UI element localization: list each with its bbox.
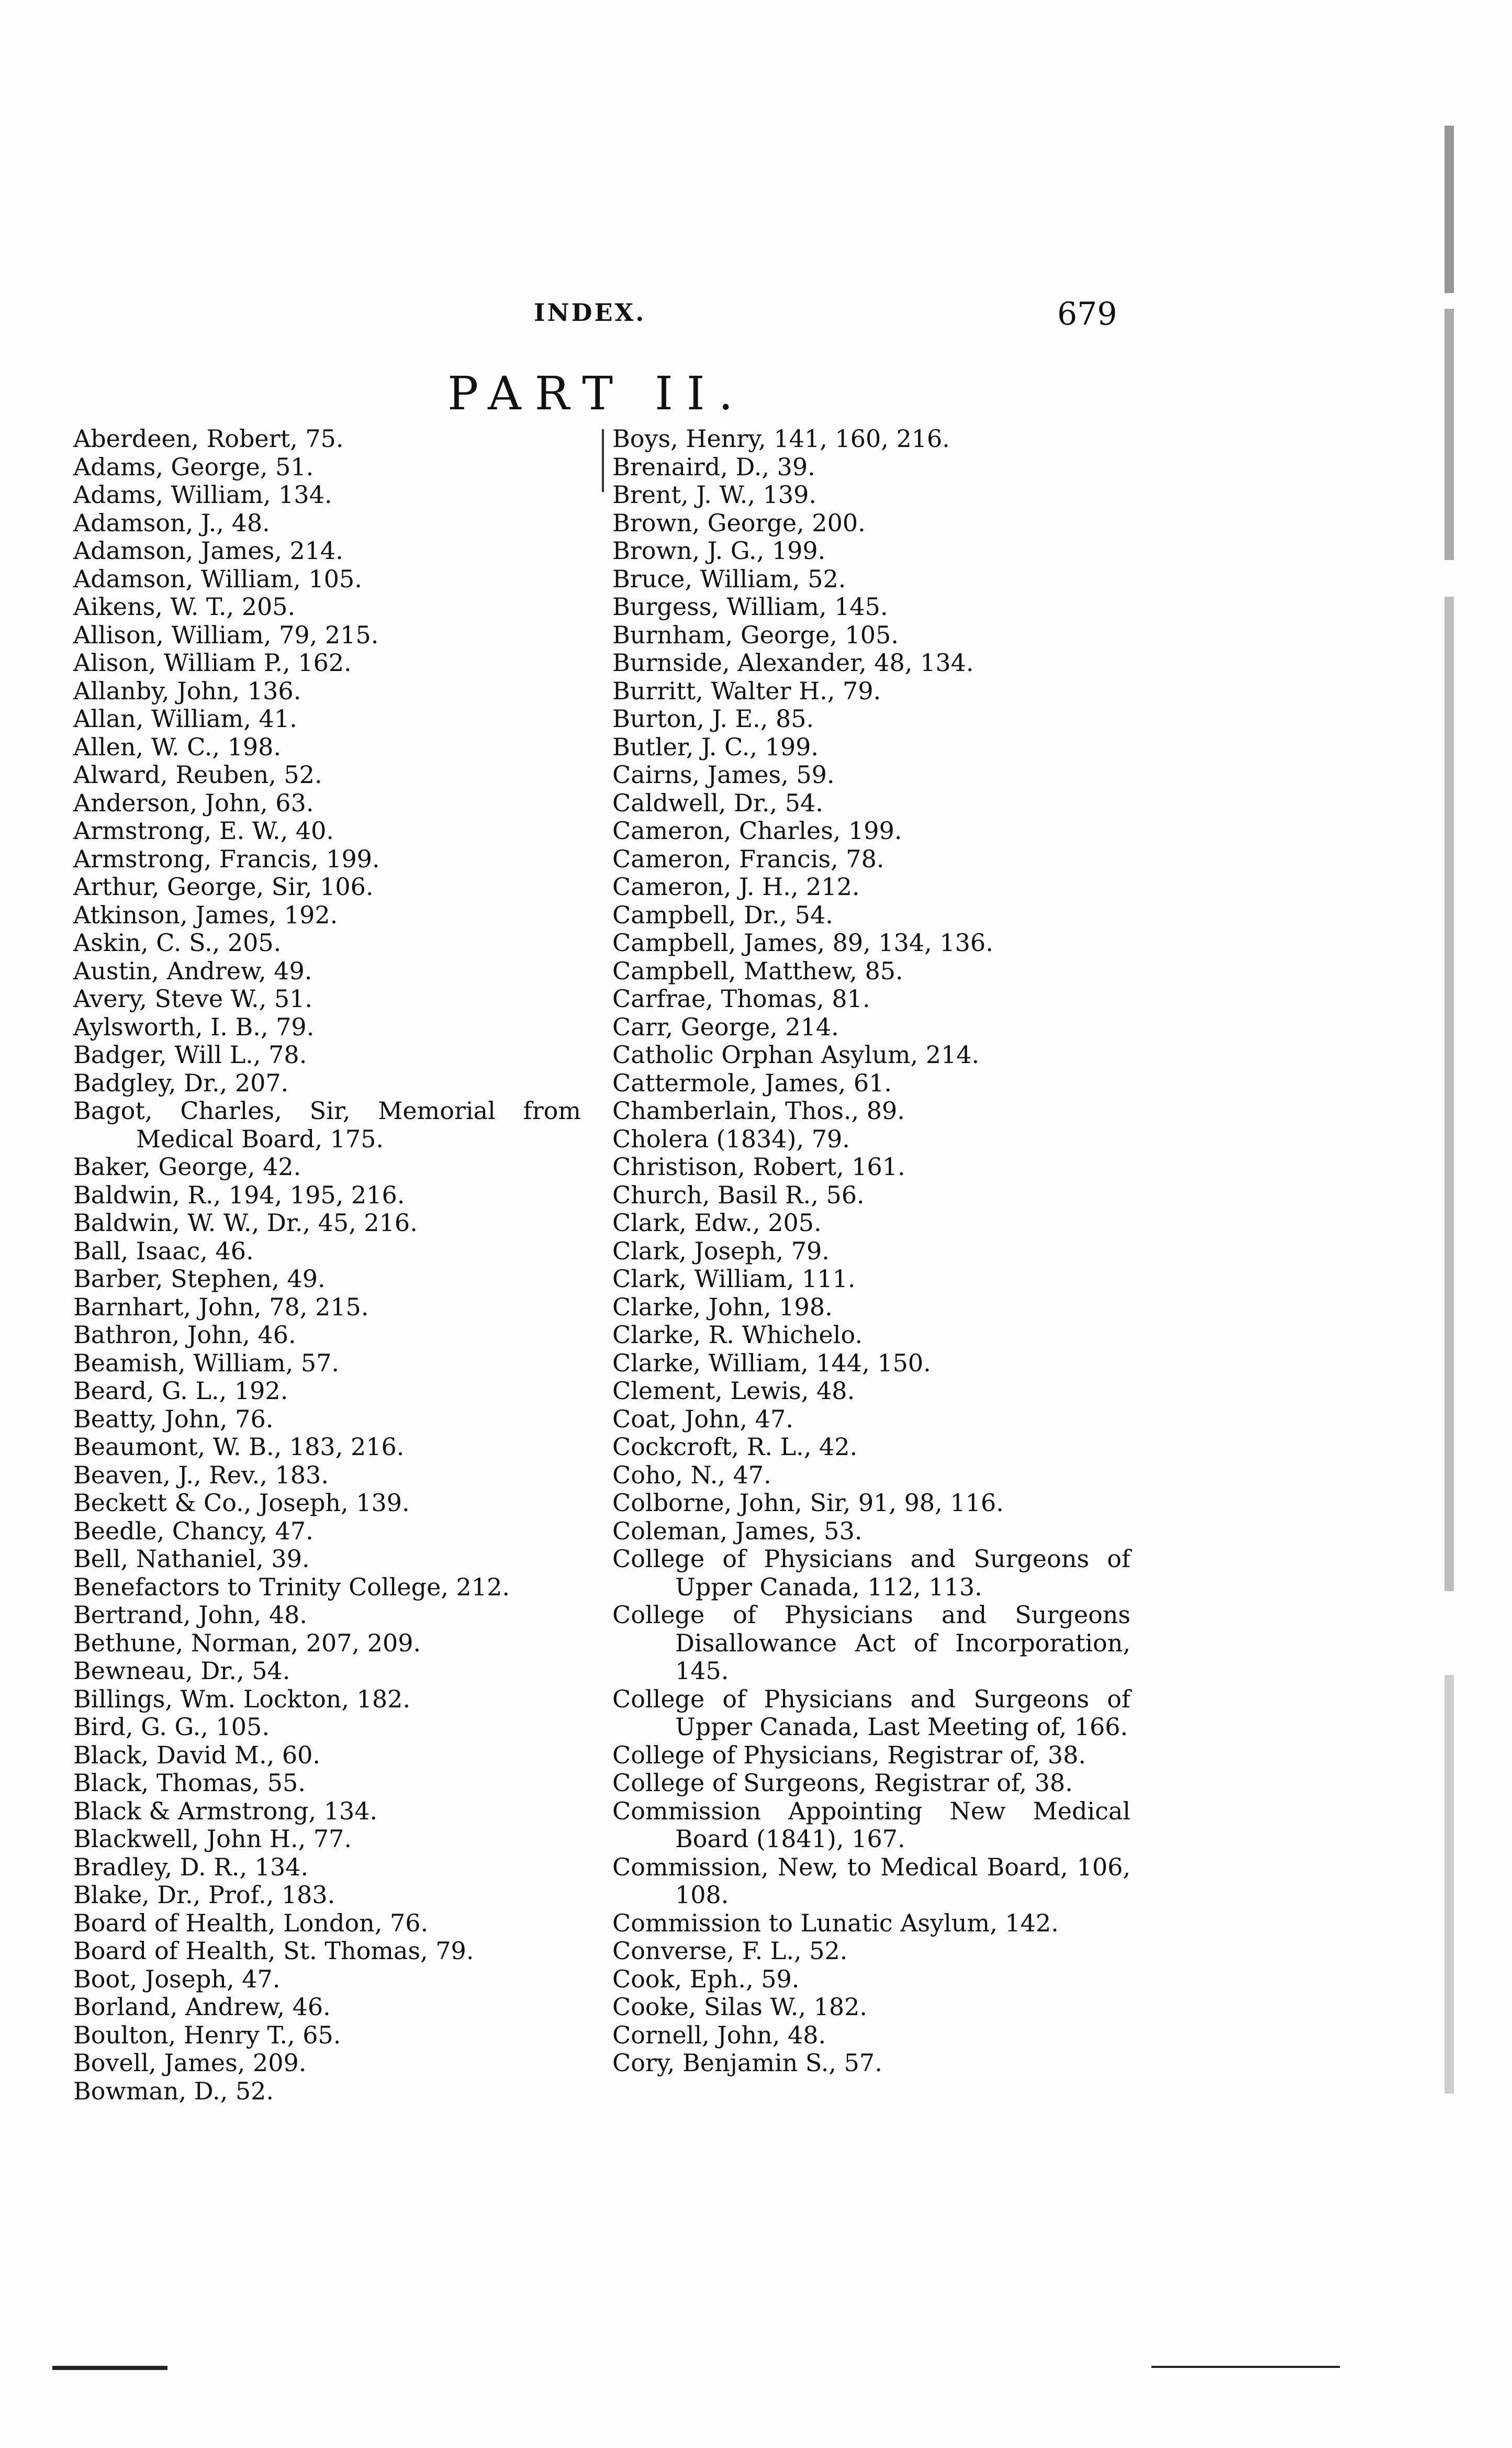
index-entry: Converse, F. L., 52. xyxy=(612,1937,848,1965)
index-column-left xyxy=(73,425,581,2105)
page-edge-mark xyxy=(1444,1675,1454,2094)
index-entry: Boys, Henry, 141, 160, 216. xyxy=(612,424,950,453)
index-entry: Black, Thomas, 55. xyxy=(73,1769,306,1797)
index-entry: Anderson, John, 63. xyxy=(73,788,314,817)
index-entry: Beard, G. L., 192. xyxy=(73,1377,288,1405)
index-entry: Blake, Dr., Prof., 183. xyxy=(73,1881,335,1909)
index-entry: Bell, Nathaniel, 39. xyxy=(73,1545,310,1573)
index-entry: Allanby, John, 136. xyxy=(73,676,301,705)
index-entry: Alison, William P., 162. xyxy=(73,649,352,677)
index-entry: Burnside, Alexander, 48, 134. xyxy=(612,649,974,677)
index-entry: Beaven, J., Rev., 183. xyxy=(73,1460,329,1489)
index-entry: Billings, Wm. Lockton, 182. xyxy=(73,1684,411,1713)
index-entry: Bovell, James, 209. xyxy=(73,2049,307,2077)
index-entry: Bruce, William, 52. xyxy=(612,564,846,593)
index-entry: Allan, William, 41. xyxy=(73,705,297,733)
index-entry: Atkinson, James, 192. xyxy=(73,900,338,929)
index-entry: Brent, J. W., 139. xyxy=(612,480,817,509)
bottom-rule xyxy=(1151,2366,1340,2368)
index-entry: Adamson, James, 214. xyxy=(73,536,343,565)
section-title: PART II. xyxy=(447,366,747,420)
index-entry: Aberdeen, Robert, 75. xyxy=(73,424,344,453)
index-entry: Baldwin, W. W., Dr., 45, 216. xyxy=(73,1209,418,1237)
index-entry: Borland, Andrew, 46. xyxy=(73,1993,331,2021)
index-entry: Clark, Edw., 205. xyxy=(612,1209,822,1237)
index-entry: Christison, Robert, 161. xyxy=(612,1153,905,1181)
index-entry: Armstrong, E. W., 40. xyxy=(73,817,334,845)
index-entry: Badgley, Dr., 207. xyxy=(73,1068,289,1097)
index-entry: Baldwin, R., 194, 195, 216. xyxy=(73,1180,405,1209)
index-entry: Blackwell, John H., 77. xyxy=(73,1825,352,1853)
index-entry: Beckett & Co., Joseph, 139. xyxy=(73,1489,410,1517)
index-entry: Catholic Orphan Asylum, 214. xyxy=(612,1041,980,1069)
index-entry: College of Physicians and Surgeons of Upper Canada, 112, 113. xyxy=(612,1545,1130,1601)
index-entry: Beedle, Chancy, 47. xyxy=(73,1516,313,1545)
page-edge-mark xyxy=(1444,309,1454,560)
index-entry: Beamish, William, 57. xyxy=(73,1348,340,1377)
index-entry: Commission to Lunatic Asylum, 142. xyxy=(612,1908,1059,1937)
index-entry: Cairns, James, 59. xyxy=(612,761,835,789)
index-entry: Campbell, James, 89, 134, 136. xyxy=(612,929,993,957)
index-entry: Burritt, Walter H., 79. xyxy=(612,676,881,705)
index-entry: Carfrae, Thomas, 81. xyxy=(612,985,870,1013)
index-entry: Barnhart, John, 78, 215. xyxy=(73,1292,369,1321)
index-entry: Bird, G. G., 105. xyxy=(73,1713,270,1741)
index-entry: Badger, Will L., 78. xyxy=(73,1041,307,1069)
index-entry: Cook, Eph., 59. xyxy=(612,1964,800,1993)
index-entry: Campbell, Dr., 54. xyxy=(612,900,833,929)
index-entry: Askin, C. S., 205. xyxy=(73,929,282,957)
index-entry: Cockcroft, R. L., 42. xyxy=(612,1433,858,1461)
index-entry: Avery, Steve W., 51. xyxy=(73,985,312,1013)
index-entry: Bowman, D., 52. xyxy=(73,2076,274,2105)
index-entry: Bathron, John, 46. xyxy=(73,1321,296,1349)
index-entry: Adams, William, 134. xyxy=(73,480,332,509)
index-entry: Coat, John, 47. xyxy=(612,1404,793,1433)
index-entry: Beaumont, W. B., 183, 216. xyxy=(73,1433,405,1461)
index-entry: Clarke, William, 144, 150. xyxy=(612,1348,931,1377)
index-entry: Clark, Joseph, 79. xyxy=(612,1236,830,1265)
index-entry: Chamberlain, Thos., 89. xyxy=(612,1097,905,1125)
column-divider xyxy=(602,429,604,492)
index-entry: Colborne, John, Sir, 91, 98, 116. xyxy=(612,1489,1004,1517)
index-entry: Butler, J. C., 199. xyxy=(612,732,819,761)
index-entry: Adamson, J., 48. xyxy=(73,508,270,537)
index-entry: Bethune, Norman, 207, 209. xyxy=(73,1628,421,1657)
index-entry: Allison, William, 79, 215. xyxy=(73,620,379,649)
index-entry: Cholera (1834), 79. xyxy=(612,1124,850,1153)
page-number: 679 xyxy=(1057,296,1117,332)
index-entry: Commission, New, to Medical Board, 106, 108. xyxy=(612,1852,1130,1909)
index-entry: Board of Health, St. Thomas, 79. xyxy=(73,1937,474,1965)
page-edge-mark xyxy=(1444,126,1454,293)
index-column-right xyxy=(612,425,1130,2077)
index-entry: Clement, Lewis, 48. xyxy=(612,1377,855,1405)
index-entry: Coleman, James, 53. xyxy=(612,1516,863,1545)
index-entry: Brown, J. G., 199. xyxy=(612,536,826,565)
index-entry: Cattermole, James, 61. xyxy=(612,1068,892,1097)
running-head: INDEX. xyxy=(534,298,646,327)
index-entry: Coho, N., 47. xyxy=(612,1460,771,1489)
index-entry: Commission Appointing New Medical Board (1841), 167. xyxy=(612,1796,1130,1853)
index-entry: Brown, George, 200. xyxy=(612,508,866,537)
index-entry: Baker, George, 42. xyxy=(73,1153,301,1181)
index-entry: Adamson, William, 105. xyxy=(73,564,362,593)
index-entry: Bewneau, Dr., 54. xyxy=(73,1657,290,1685)
index-entry: Black, David M., 60. xyxy=(73,1740,321,1769)
index-entry: Black & Armstrong, 134. xyxy=(73,1796,378,1825)
index-entry: Bagot, Charles, Sir, Memorial from Medical Board, 175. xyxy=(73,1097,581,1153)
index-entry: Boot, Joseph, 47. xyxy=(73,1964,281,1993)
index-entry: Cornell, John, 48. xyxy=(612,2020,826,2049)
index-entry: Caldwell, Dr., 54. xyxy=(612,788,823,817)
index-entry: Cooke, Silas W., 182. xyxy=(612,1993,868,2021)
index-entry: Allen, W. C., 198. xyxy=(73,732,282,761)
index-entry: Church, Basil R., 56. xyxy=(612,1180,865,1209)
index-entry: Clark, William, 111. xyxy=(612,1265,856,1293)
index-entry: Arthur, George, Sir, 106. xyxy=(73,873,374,901)
index-entry: Burton, J. E., 85. xyxy=(612,705,814,733)
index-entry: Clarke, John, 198. xyxy=(612,1292,833,1321)
index-entry: College of Physicians, Registrar of, 38. xyxy=(612,1740,1087,1769)
index-entry: Bradley, D. R., 134. xyxy=(73,1852,309,1881)
index-entry: Beatty, John, 76. xyxy=(73,1404,274,1433)
index-entry: Board of Health, London, 76. xyxy=(73,1908,429,1937)
index-entry: Clarke, R. Whichelo. xyxy=(612,1321,863,1349)
index-entry: College of Physicians and Surgeons of Upper Canada, Last Meeting of, 166. xyxy=(612,1684,1130,1741)
index-entry: Cameron, Charles, 199. xyxy=(612,817,902,845)
index-entry: Barber, Stephen, 49. xyxy=(73,1265,326,1293)
index-entry: Bertrand, John, 48. xyxy=(73,1601,308,1629)
bottom-rule xyxy=(52,2366,167,2370)
index-entry: Brenaird, D., 39. xyxy=(612,452,815,481)
index-entry: Armstrong, Francis, 199. xyxy=(73,844,380,873)
index-entry: Boulton, Henry T., 65. xyxy=(73,2020,341,2049)
index-entry: Aylsworth, I. B., 79. xyxy=(73,1012,315,1041)
index-entry: Adams, George, 51. xyxy=(73,452,314,481)
index-entry: Burgess, William, 145. xyxy=(612,593,888,621)
index-entry: College of Physicians and Surgeons Disallowance Act of Incorporation, 145. xyxy=(612,1601,1130,1685)
index-entry: College of Surgeons, Registrar of, 38. xyxy=(612,1769,1073,1797)
page-edge-mark xyxy=(1444,597,1454,1591)
index-entry: Cory, Benjamin S., 57. xyxy=(612,2049,882,2077)
index-entry: Campbell, Matthew, 85. xyxy=(612,956,903,985)
index-entry: Ball, Isaac, 46. xyxy=(73,1236,254,1265)
index-entry: Cameron, Francis, 78. xyxy=(612,844,884,873)
index-entry: Aikens, W. T., 205. xyxy=(73,593,296,621)
index-entry: Benefactors to Trinity College, 212. xyxy=(73,1572,510,1601)
index-entry: Cameron, J. H., 212. xyxy=(612,873,860,901)
index-entry: Burnham, George, 105. xyxy=(612,620,899,649)
index-entry: Alward, Reuben, 52. xyxy=(73,761,322,789)
index-entry: Austin, Andrew, 49. xyxy=(73,956,312,985)
index-entry: Carr, George, 214. xyxy=(612,1012,839,1041)
